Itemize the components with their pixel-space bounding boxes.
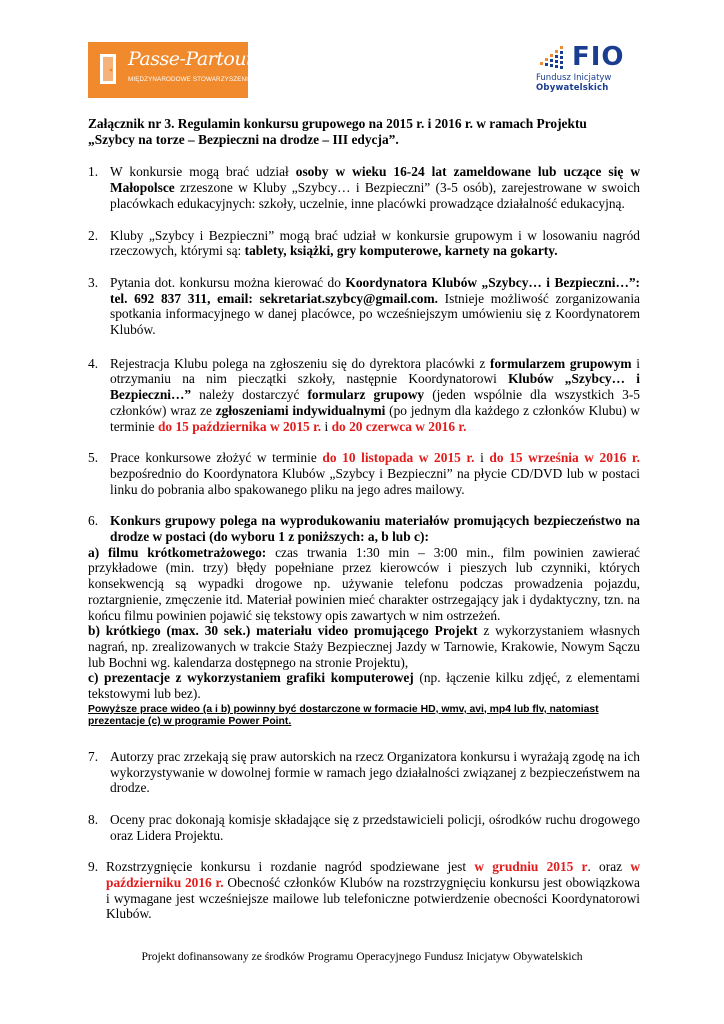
text-span: W konkursie mogą brać udział xyxy=(110,164,296,180)
rule-3 xyxy=(88,275,640,338)
text-span: Istnieje możliwość zorganizowania spotkania informacyjnego w danej placówce, po wcześniejszym umówieniu się z Koordynatorem Klubów. xyxy=(110,290,640,338)
rule-text xyxy=(106,859,640,922)
bold-span: osoby w wieku 16-24 lat zameldowane lub uczące się w Małopolsce xyxy=(110,164,640,196)
deadline-span: w październiku 2016 r. xyxy=(106,859,640,891)
rule-6-intro xyxy=(88,513,640,544)
rule-2 xyxy=(88,228,640,259)
fio-logo xyxy=(536,40,640,102)
bold-span: a) filmu krótkometrażowego: xyxy=(88,544,267,560)
text-span: Pytania dot. konkursu można kierować do xyxy=(110,274,346,290)
fio-line1: Fundusz Inicjatyw xyxy=(536,73,612,83)
text-span: czas trwania 1:30 min – 3:00 min., film powinien zawierać przykładowe (min. trzy) błędy popełniane przez kierowców i pieszych lub czynniki, których konsekwencją są wypadki drogowe np. używanie telefonu podczas prowadzenia pojazdu, roztargnienie, zmęczenie itd. Materiał powinien mieć charakter ostrzegający jak i dydaktyczny, tzn. na końcu filmu powinien pojawić się tekstowy opis zawartych w nim ostrzeżeń. xyxy=(88,544,640,623)
bold-span: tablety, książki, gry komputerowe, karnety na gokarty. xyxy=(244,243,558,259)
fio-name: FIO xyxy=(572,42,625,72)
rule-number: 6. xyxy=(88,513,99,529)
rule-number: 5. xyxy=(88,450,99,466)
bold-span: b) krótkiego (max. 30 sek.) materiału video promującego Projekt xyxy=(88,623,478,639)
rule-number: 4. xyxy=(88,355,99,371)
bold-span: Klubów „Szybcy… i Bezpieczni…” xyxy=(110,371,640,403)
rule-1 xyxy=(88,164,640,211)
rule-4 xyxy=(88,356,640,435)
rule-text xyxy=(110,275,640,338)
option-c xyxy=(88,670,640,701)
text-span: (po jednym dla każdego z członków Klubu) w terminie xyxy=(110,402,640,434)
rule-9 xyxy=(88,859,640,922)
text-span: z wykorzystaniem własnych nagrań, np. zrealizowanych w trakcie Staży Bezpiecznej Jazdy w Tarnowie, Krakowie, Nowym Sączu lub Bochni wg. kalendarza dostępnego na stronie Projektu), xyxy=(88,623,640,670)
text-span: Prace konkursowe złożyć w terminie xyxy=(110,450,323,466)
rule-text: Konkurs grupowy polega na wyprodukowaniu materiałów promujących bezpieczeństwo na drodze w postaci (do wyboru 1 z poniższych: a, b lub c): xyxy=(110,513,640,545)
passe-partout-subtitle: MIĘDZYNARODOWE STOWARZYSZENIE xyxy=(128,76,253,83)
heading-line2: „Szybcy na torze – Bezpieczni na drodze – III edycja”. xyxy=(88,131,399,147)
text-span: (jeden wspólnie dla wszystkich 3-5 członków) wraz ze xyxy=(110,387,640,418)
passe-partout-name: Passe-Partout xyxy=(128,48,254,70)
rule-8 xyxy=(88,812,640,843)
bold-span: c) prezentacje z wykorzystaniem grafiki komputerowej xyxy=(88,670,414,686)
deadline-span: do 15 października w 2015 r. xyxy=(157,418,322,434)
bold-span: zgłoszeniami indywidualnymi xyxy=(215,402,386,418)
rule-5 xyxy=(88,450,640,497)
deadline-span: do 10 listopada w 2015 r. xyxy=(322,450,475,466)
text-span: i otrzymaniu na nim pieczątki szkoły, następnie Koordynatorowi xyxy=(110,355,640,387)
rule-text: Oceny prac dokonają komisje składające się z przedstawicieli policji, ośrodków ruchu drogowego oraz Lidera Projektu. xyxy=(110,811,640,843)
option-a xyxy=(88,545,640,624)
text-span: należy dostarczyć xyxy=(191,387,308,403)
format-note: Powyższe prace wideo (a i b) powinny być dostarczone w formacie HD, wmv, avi, mp4 lub flv, natomiast prezentacje (c) w programie Power Point. xyxy=(88,703,599,728)
text-span: Obecność członków Klubów na rozstrzygnięciu konkursu jest obowiązkowa i wymagane jest wcześniejsze mailowe lub telefoniczne potwierdzenie obecności Koordynatorowi Klubów. xyxy=(106,875,640,922)
deadline-span: do 15 września w 2016 r. xyxy=(489,450,640,466)
rule-number: 9. xyxy=(88,859,99,875)
text-span: zrzeszone w Kluby „Szybcy… i Bezpieczni” (3-5 osób), zarejestrowane w swoich placówkach edukacyjnych: szkoły, uczelnie, inne placówki prowadzące działalność edukacyjną. xyxy=(110,180,640,211)
fio-dots-icon xyxy=(538,42,572,72)
document-body xyxy=(88,116,640,938)
rule-text: Autorzy prac zrzekają się praw autorskich na rzecz Organizatora konkursu i wyrażają zgodę na ich wykorzystywanie w dowolnej formie w ramach jego działalności związanej z bezpieczeństwem na drodze. xyxy=(110,748,640,796)
bold-span: formularzem grupowym xyxy=(490,355,632,371)
deadline-span: w grudniu 2015 r xyxy=(474,859,588,875)
text-span: Rozstrzygnięcie konkursu i rozdanie nagród spodziewane jest xyxy=(106,859,475,875)
deadline-span: do 20 czerwca w 2016 r. xyxy=(331,418,467,434)
rule-number: 7. xyxy=(88,748,99,764)
document-heading xyxy=(88,116,640,147)
door-icon xyxy=(88,42,128,98)
text-span: i xyxy=(474,450,490,466)
rule-text xyxy=(110,450,640,497)
text-span: Kluby „Szybcy i Bezpieczni” mogą brać udział w konkursie grupowym i w losowaniu nagród rzeczowych, którymi są: xyxy=(110,227,640,259)
bold-span: formularz grupowy xyxy=(307,387,425,403)
heading-line1: Załącznik nr 3. Regulamin konkursu grupowego na 2015 r. i 2016 r. w ramach Projektu xyxy=(88,116,587,131)
page-footer: Projekt dofinansowany ze środków Programu Operacyjnego Fundusz Inicjatyw Obywatelskich xyxy=(141,950,583,963)
rule-7 xyxy=(88,749,640,796)
rule-text xyxy=(110,356,640,435)
text-span: bezpośrednio do Koordynatora Klubów „Szybcy i Bezpieczni” na płycie CD/DVD lub w postaci linku do pobrania albo spakowanego pliku na jego adres mailowy. xyxy=(110,465,640,497)
rule-text xyxy=(110,164,640,211)
rule-number: 8. xyxy=(88,811,99,827)
option-b xyxy=(88,623,640,670)
text-span: . oraz xyxy=(587,859,631,875)
bold-span: Koordynatora Klubów „Szybcy… i Bezpieczni…”: tel. 692 837 311, email: sekretariat.szybcy@gmail.com. xyxy=(110,274,640,306)
fio-line2: Obywatelskich xyxy=(536,83,609,93)
text-span: i xyxy=(321,418,332,434)
rule-text xyxy=(110,228,640,259)
passe-partout-logo xyxy=(88,42,254,98)
text-span: (np. łączenie kilku zdjęć, z elementami tekstowymi lub bez). xyxy=(88,670,640,702)
rule-number: 3. xyxy=(88,274,99,290)
rule-number: 2. xyxy=(88,227,99,243)
rule-6 xyxy=(88,513,640,728)
rule-number: 1. xyxy=(88,164,99,180)
text-span: Rejestracja Klubu polega na zgłoszeniu się do dyrektora placówki z xyxy=(110,355,491,371)
